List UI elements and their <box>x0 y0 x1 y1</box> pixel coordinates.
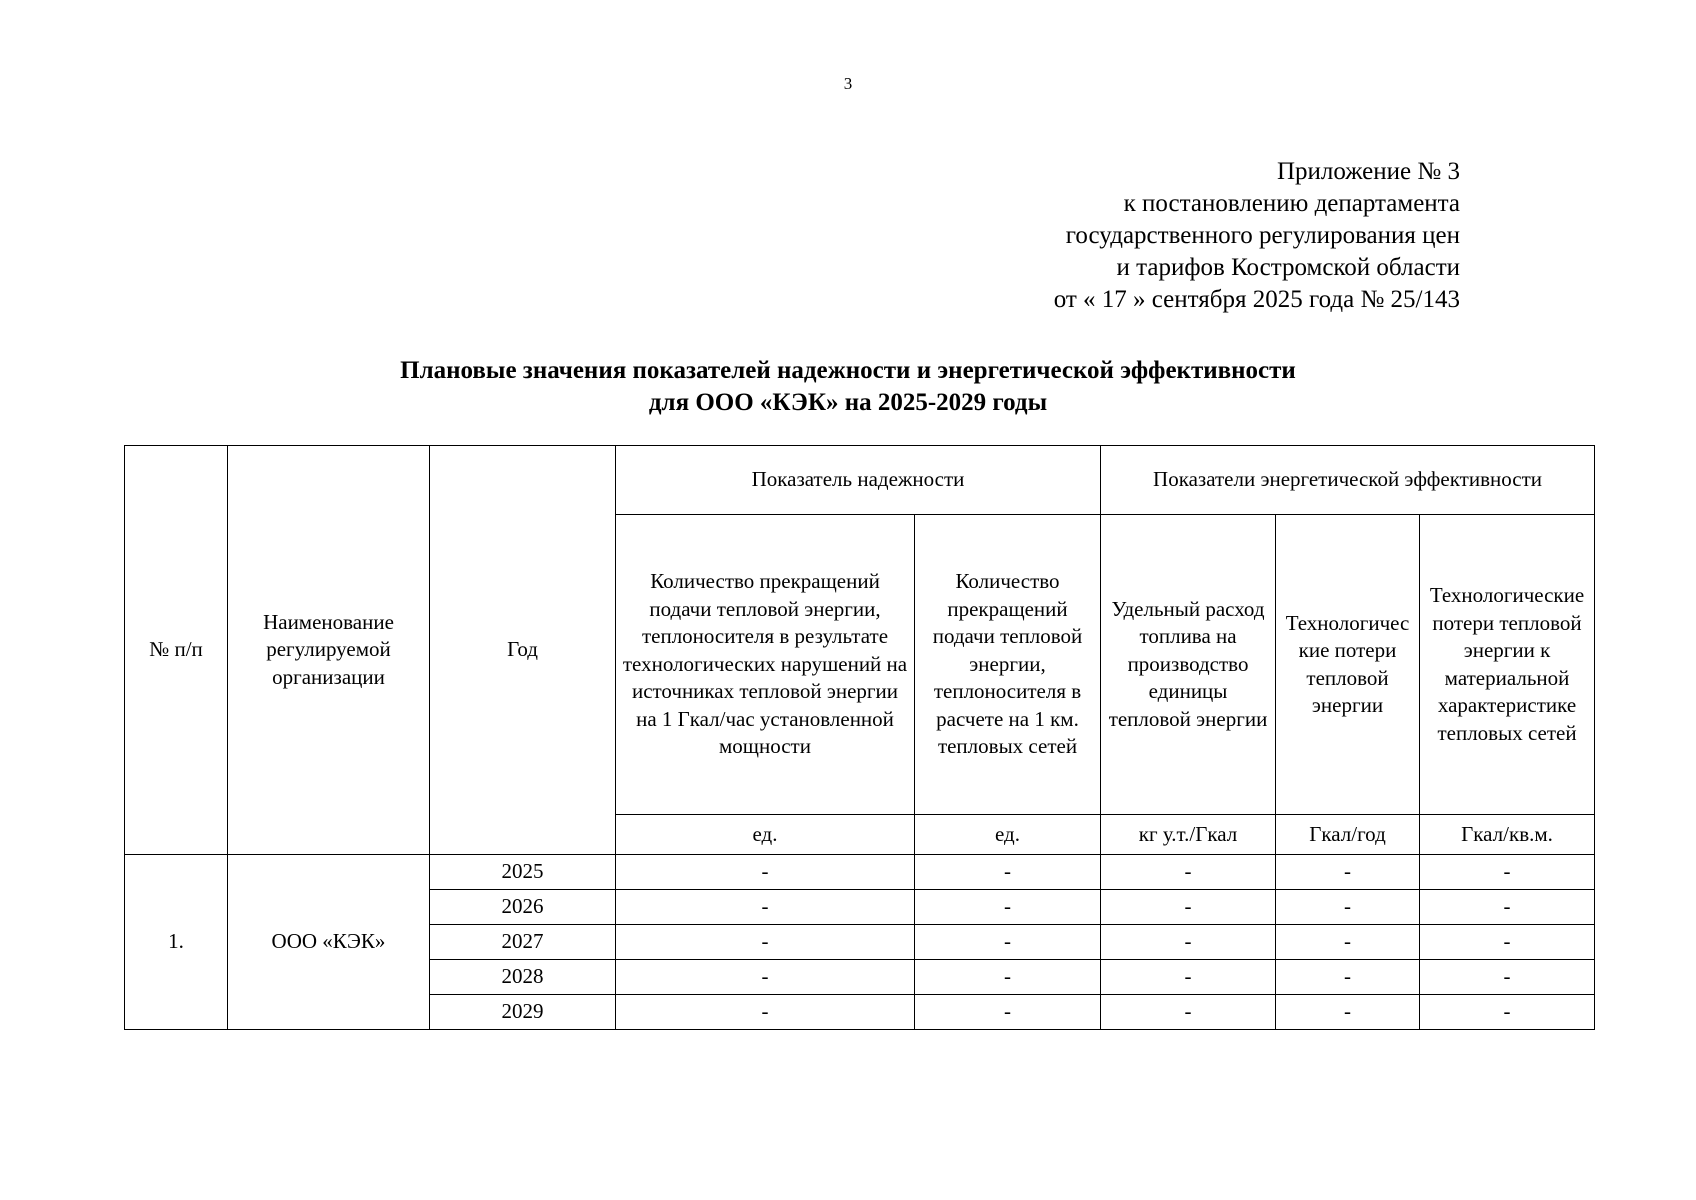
value-cell: - <box>1101 890 1276 925</box>
value-cell: - <box>1420 995 1595 1030</box>
value-cell: - <box>616 995 915 1030</box>
document-title-line: для ООО «КЭК» на 2025-2029 годы <box>648 389 1048 416</box>
year-cell: 2025 <box>430 855 616 890</box>
unit-col1: ед. <box>616 815 915 855</box>
unit-col2: ед. <box>915 815 1101 855</box>
value-cell: - <box>1276 855 1420 890</box>
value-cell: - <box>915 925 1101 960</box>
value-cell: - <box>1420 890 1595 925</box>
value-cell: - <box>915 890 1101 925</box>
value-cell: - <box>1276 960 1420 995</box>
value-cell: - <box>1101 995 1276 1030</box>
document-title <box>0 355 1696 419</box>
value-cell: - <box>1101 960 1276 995</box>
appendix-line: к постановлению департамента <box>1123 190 1460 217</box>
unit-col4: Гкал/год <box>1276 815 1420 855</box>
value-cell: - <box>616 855 915 890</box>
value-cell: - <box>616 890 915 925</box>
appendix-line: государственного регулирования цен <box>1065 222 1460 249</box>
unit-col3: кг у.т./Гкал <box>1101 815 1276 855</box>
indicators-table <box>124 445 1595 1030</box>
value-cell: - <box>915 995 1101 1030</box>
header-efficiency-group: Показатели энергетической эффективности <box>1101 446 1595 515</box>
value-cell: - <box>1420 925 1595 960</box>
value-cell: - <box>1101 925 1276 960</box>
value-cell: - <box>1420 855 1595 890</box>
organization-name: ООО «КЭК» <box>228 855 430 1030</box>
appendix-line: от « 17 » сентября 2025 года № 25/143 <box>1053 286 1460 313</box>
row-number: 1. <box>125 855 228 1030</box>
year-cell: 2028 <box>430 960 616 995</box>
page-number: 3 <box>843 74 853 93</box>
appendix-line: Приложение № 3 <box>1276 158 1460 185</box>
header-col5: Технологические потери тепловой энергии к материальной характеристике тепловых сетей <box>1420 515 1595 815</box>
value-cell: - <box>915 855 1101 890</box>
value-cell: - <box>915 960 1101 995</box>
document-title-line: Плановые значения показателей надежности и энергетической эффективности <box>400 357 1296 384</box>
value-cell: - <box>1276 925 1420 960</box>
header-reliability-group: Показатель надежности <box>616 446 1101 515</box>
year-cell: 2026 <box>430 890 616 925</box>
header-col2: Количество прекращений подачи тепловой энергии, теплоносителя в расчете на 1 км. тепловых сетей <box>915 515 1101 815</box>
table-row <box>125 855 1595 890</box>
year-cell: 2027 <box>430 925 616 960</box>
header-num: № п/п <box>125 446 228 855</box>
value-cell: - <box>616 960 915 995</box>
header-organization: Наименование регулируемой организации <box>228 446 430 855</box>
appendix-line: и тарифов Костромской области <box>1116 254 1460 281</box>
table-header-row <box>125 446 1595 515</box>
year-cell: 2029 <box>430 995 616 1030</box>
value-cell: - <box>1276 890 1420 925</box>
value-cell: - <box>1276 995 1420 1030</box>
unit-col5: Гкал/кв.м. <box>1420 815 1595 855</box>
header-col3: Удельный расход топлива на производство единицы тепловой энергии <box>1101 515 1276 815</box>
header-col1: Количество прекращений подачи тепловой энергии, теплоносителя в результате технологических нарушений на источниках тепловой энергии на 1 Гкал/час установленной мощности <box>616 515 915 815</box>
value-cell: - <box>1101 855 1276 890</box>
value-cell: - <box>1420 960 1595 995</box>
value-cell: - <box>616 925 915 960</box>
appendix-block <box>1054 156 1460 316</box>
header-year: Год <box>430 446 616 855</box>
header-col4: Технологические потери тепловой энергии <box>1276 515 1420 815</box>
